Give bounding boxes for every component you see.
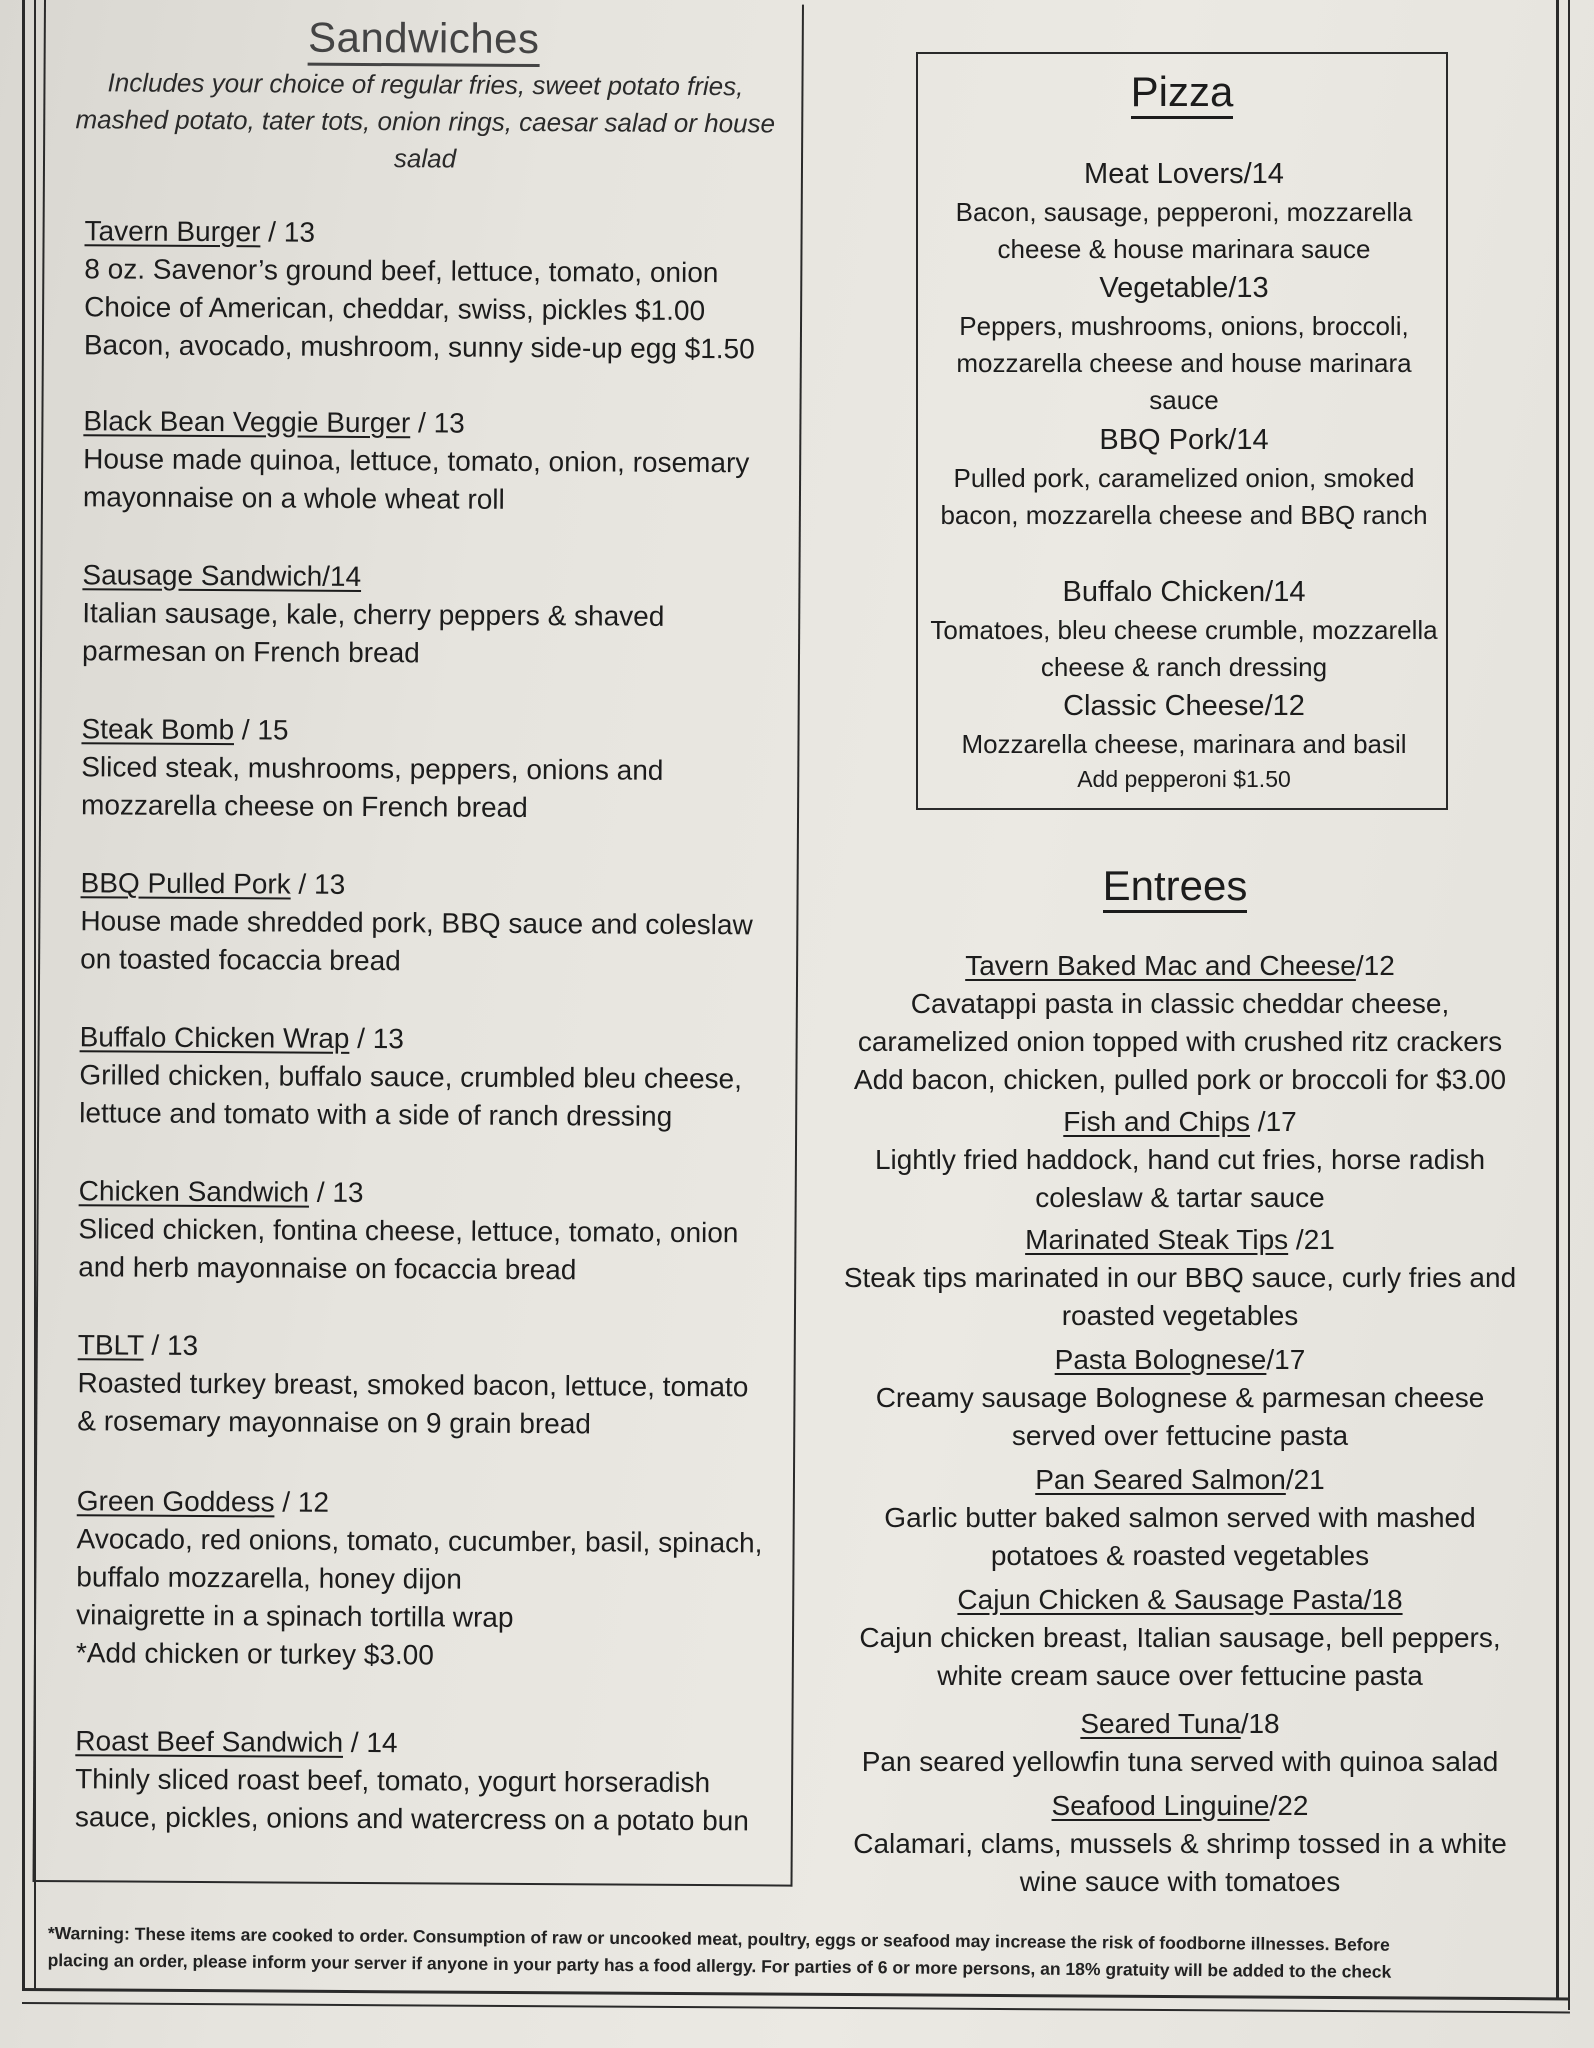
- item-description: Cavatappi pasta in classic cheddar cheese, caramelized onion topped with crushed ritz crackers Add bacon, chicken, pulled pork or broccoli for $3.00: [853, 988, 1507, 1095]
- item-name: Chicken Sandwich: [78, 1175, 310, 1208]
- item-price: /21: [1288, 1224, 1335, 1255]
- entree-item: [820, 1705, 1540, 1781]
- item-name: Steak Bomb: [81, 713, 235, 746]
- item-description: 8 oz. Savenor’s ground beef, lettuce, tomato, onion Choice of American, cheddar, swiss, pickles $1.00 Bacon, avocado, mushroom, sunny side-up egg $1.50: [83, 253, 755, 365]
- warning-line: placing an order, please inform your server if anyone in your party has a food allergy. For parties of 6 or more persons, an 18% gratuity will be added to the check: [47, 1949, 1392, 1982]
- item-price: / 14: [342, 1726, 398, 1759]
- item-name: Black Bean Veggie Burger: [83, 405, 411, 439]
- item-description: Roasted turkey breast, smoked bacon, lettuce, tomato & rosemary mayonnaise on 9 grain bread: [77, 1367, 749, 1440]
- entree-item: [820, 1341, 1540, 1455]
- item-price: /21: [1285, 1464, 1325, 1495]
- item-name: Vegetable/13: [1099, 272, 1269, 304]
- frame-line: [22, 0, 25, 1990]
- menu-item: [76, 1482, 787, 1676]
- entree-item: [820, 1221, 1540, 1335]
- pizza-item: [924, 686, 1444, 795]
- item-price: / 13: [308, 1176, 364, 1208]
- entree-item: [820, 1103, 1540, 1217]
- entree-item: [820, 947, 1540, 1099]
- item-price: / 13: [260, 216, 316, 248]
- item-name: Marinated Steak Tips: [1025, 1224, 1289, 1255]
- item-description: Sliced chicken, fontina cheese, lettuce, tomato, onion and herb mayonnaise on focaccia bread: [78, 1213, 739, 1286]
- item-description: House made shredded pork, BBQ sauce and coleslaw on toasted focaccia bread: [80, 905, 753, 977]
- item-price: /18: [1240, 1708, 1280, 1739]
- item-price: /17: [1250, 1106, 1297, 1137]
- item-price: / 13: [349, 1022, 405, 1055]
- menu-item: [79, 1018, 790, 1136]
- entree-item: [820, 1461, 1540, 1575]
- item-description: Peppers, mushrooms, onions, broccoli, mozzarella cheese and house marinara sauce: [956, 311, 1412, 415]
- item-name: Pan Seared Salmon: [1035, 1464, 1286, 1495]
- item-name: Buffalo Chicken/14: [1062, 576, 1306, 608]
- item-description: Calamari, clams, mussels & shrimp tossed in a white wine sauce with tomatoes: [853, 1828, 1507, 1897]
- item-price: / 12: [274, 1486, 330, 1518]
- pizza-section: [916, 52, 1448, 810]
- item-price: / 15: [233, 714, 289, 746]
- frame-line: [22, 2002, 1570, 2013]
- item-price: /22: [1269, 1790, 1309, 1821]
- frame-line: [22, 1988, 1570, 2000]
- frame-line: [1568, 0, 1570, 2010]
- item-description: Avocado, red onions, tomato, cucumber, basil, spinach, buffalo mozzarella, honey dijon vinaigrette in a spinach tortilla wrap *Add chicken or turkey $3.00: [75, 1523, 763, 1671]
- menu-item: [80, 864, 791, 982]
- item-name: Green Goddess: [76, 1485, 275, 1518]
- frame-line: [1556, 0, 1559, 2000]
- menu-item: [75, 1722, 786, 1840]
- item-description: Pulled pork, caramelized onion, smoked bacon, mozzarella cheese and BBQ ranch: [940, 463, 1428, 530]
- menu-item: [82, 556, 793, 674]
- item-name: Buffalo Chicken Wrap: [79, 1021, 350, 1054]
- item-name: Roast Beef Sandwich: [75, 1725, 344, 1758]
- item-description: Tomatoes, bleu cheese crumble, mozzarella cheese & ranch dressing: [930, 615, 1438, 682]
- item-name: Cajun Chicken & Sausage Pasta/18: [957, 1584, 1403, 1615]
- pizza-item: [924, 572, 1444, 686]
- item-name: Tavern Baked Mac and Cheese: [965, 950, 1356, 981]
- allergy-warning: [48, 1920, 1548, 1987]
- item-name: BBQ Pulled Pork: [80, 867, 291, 900]
- menu-item: [84, 212, 795, 368]
- item-price: / 13: [290, 868, 346, 900]
- item-description: Lightly fried haddock, hand cut fries, horse radish coleslaw & tartar sauce: [874, 1144, 1486, 1213]
- item-description: Italian sausage, kale, cherry peppers & shaved parmesan on French bread: [81, 597, 665, 669]
- item-description: Steak tips marinated in our BBQ sauce, curly fries and roasted vegetables: [843, 1262, 1517, 1331]
- sandwiches-subtitle: Includes your choice of regular fries, sweet potato fries, mashed potato, tater tots, onion rings, caesar salad or house salad: [75, 67, 776, 174]
- item-description: House made quinoa, lettuce, tomato, onion, rosemary mayonnaise on a whole wheat roll: [82, 443, 750, 515]
- item-description: Pan seared yellowfin tuna served with quinoa salad: [861, 1746, 1499, 1777]
- item-description: Sliced steak, mushrooms, peppers, onions and mozzarella cheese on French bread: [80, 751, 664, 823]
- item-price: / 13: [410, 407, 465, 439]
- item-name: Pasta Bolognese: [1054, 1344, 1267, 1375]
- pizza-item: [924, 268, 1444, 419]
- sandwiches-section: [33, 0, 804, 1887]
- item-price: / 13: [143, 1329, 199, 1361]
- item-description: Cajun chicken breast, Italian sausage, bell peppers, white cream sauce over fettucine pasta: [859, 1622, 1501, 1691]
- item-description: Mozzarella cheese, marinara and basil: [961, 729, 1407, 759]
- entrees-title: Entrees: [860, 862, 1490, 910]
- menu-item: [83, 402, 794, 520]
- pizza-title: Pizza: [918, 68, 1446, 116]
- sandwiches-title: Sandwiches: [46, 12, 802, 65]
- item-description: Thinly sliced roast beef, tomato, yogurt horseradish sauce, pickles, onions and watercress on a potato bun: [74, 1763, 749, 1837]
- warning-line: *Warning: These items are cooked to order. Consumption of raw or uncooked meat, poultry, eggs or seafood may increase the risk of foodborne illnesses. Before: [47, 1922, 1390, 1955]
- pizza-item: [924, 154, 1444, 268]
- item-name: Seafood Linguine: [1051, 1790, 1270, 1821]
- item-price: /12: [1355, 950, 1395, 981]
- item-name: Sausage Sandwich/14: [82, 559, 362, 592]
- item-name: Fish and Chips: [1063, 1106, 1251, 1137]
- item-description: Creamy sausage Bolognese & parmesan cheese served over fettucine pasta: [875, 1382, 1485, 1451]
- item-name: BBQ Pork/14: [1099, 424, 1269, 456]
- item-name: Classic Cheese/12: [1063, 690, 1305, 722]
- item-name: Meat Lovers/14: [1084, 158, 1284, 190]
- item-name: Seared Tuna: [1080, 1708, 1241, 1739]
- pizza-addon: Add pepperoni $1.50: [1077, 766, 1291, 792]
- pizza-item: [924, 420, 1444, 534]
- menu-item: [81, 710, 792, 828]
- item-name: TBLT: [77, 1329, 144, 1361]
- menu-item: [78, 1172, 789, 1290]
- item-price: /17: [1266, 1344, 1306, 1375]
- item-description: Grilled chicken, buffalo sauce, crumbled bleu cheese, lettuce and tomato with a side of ranch dressing: [79, 1059, 743, 1132]
- item-description: Garlic butter baked salmon served with mashed potatoes & roasted vegetables: [884, 1502, 1476, 1571]
- item-name: Tavern Burger: [84, 215, 261, 248]
- entree-item: [820, 1581, 1540, 1695]
- menu-item: [77, 1326, 788, 1444]
- item-description: Bacon, sausage, pepperoni, mozzarella cheese & house marinara sauce: [955, 197, 1413, 264]
- entree-item: [820, 1787, 1540, 1901]
